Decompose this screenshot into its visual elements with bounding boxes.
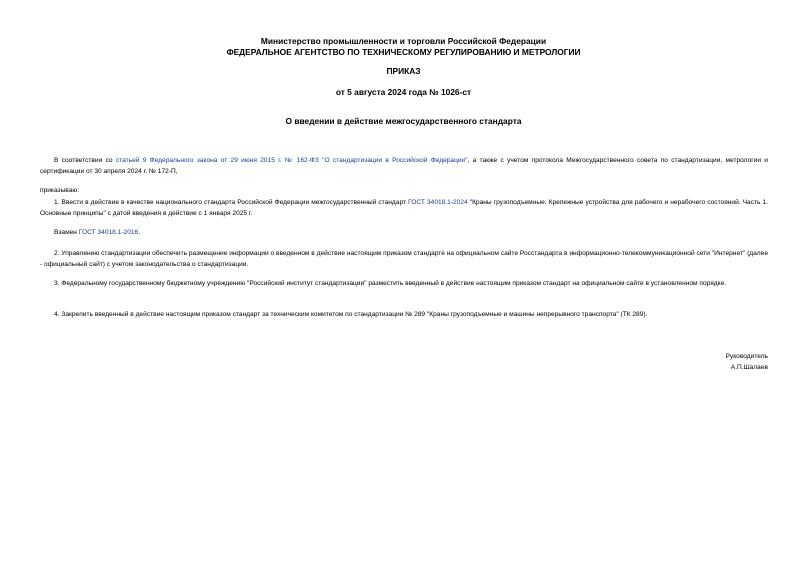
signatory-position: Руководитель xyxy=(725,353,768,360)
replaces-paragraph xyxy=(40,228,768,239)
order-date-number: от 5 августа 2024 года № 1026-ст xyxy=(335,87,472,97)
signatory-name: А.П.Шалаев xyxy=(730,364,768,371)
replaces-end: . xyxy=(138,229,141,236)
item-3-paragraph: 3. Федеральному государственному бюджетному учреждению "Российский институт стандартизации" разместить введенный в действие настоящим приказом стандарт на официальном сайте в установленном порядке. xyxy=(54,280,727,287)
agency-name: ФЕДЕРАЛЬНОЕ АГЕНТСТВО ПО ТЕХНИЧЕСКОМУ РЕГУЛИРОВАНИЮ И МЕТРОЛОГИИ xyxy=(226,47,581,57)
preamble-text-before: В соответствии со xyxy=(54,157,116,164)
replaces-label: Взамен xyxy=(54,229,79,236)
gost-2016-link[interactable]: ГОСТ 34018.1-2016 xyxy=(78,229,139,236)
document-header xyxy=(0,36,807,58)
ministry-name: Министерство промышленности и торговли Российской Федерации xyxy=(260,36,547,46)
preamble-text-after: , а также с учетом протокола Межгосударственного совета по стандартизации, метрологии и сертификации от 30 апреля 2024 г. № 172-П, xyxy=(40,157,768,175)
order-title: ПРИКАЗ xyxy=(386,66,421,76)
item-1-text-after: "Краны грузоподъемные. Крепежные устройства для рабочего и нерабочего состояний. Часть 1. Основные принципы" с датой введения в действие с 1 января 2025 г. xyxy=(40,199,769,217)
item-1-text-before: 1. Ввести в действие в качестве национального стандарта Российской Федерации межгосударственный стандарт xyxy=(54,199,409,206)
item-2-paragraph: 2. Управлению стандартизации обеспечить размещение информации о введенном в действие настоящим приказом стандарте на официальном сайте Росстандарта в информационно-телекоммуникационной сети "Интернет" (далее - официальный сайт) с учетом законодательства о стандартизации. xyxy=(40,250,768,268)
item-1-paragraph xyxy=(40,198,768,219)
federal-law-link[interactable]: статьей 9 Федерального закона от 29 июня 2015 г. № 162-ФЗ "О стандартизации в Российской Федерации" xyxy=(115,157,468,164)
order-subject: О введении в действие межгосударственного стандарта xyxy=(285,116,522,126)
preamble-paragraph xyxy=(40,156,768,177)
signature-block xyxy=(726,351,768,373)
item-4-paragraph: 4. Закрепить введенный в действие настоящим приказом стандарт за техническим комитетом по стандартизации № 289 "Краны грузоподъемные и машины непрерывного транспорта" (ТК 289). xyxy=(54,311,648,318)
gost-2024-link[interactable]: ГОСТ 34018.1-2024 xyxy=(408,199,468,206)
orders-word: приказываю: xyxy=(40,187,80,194)
